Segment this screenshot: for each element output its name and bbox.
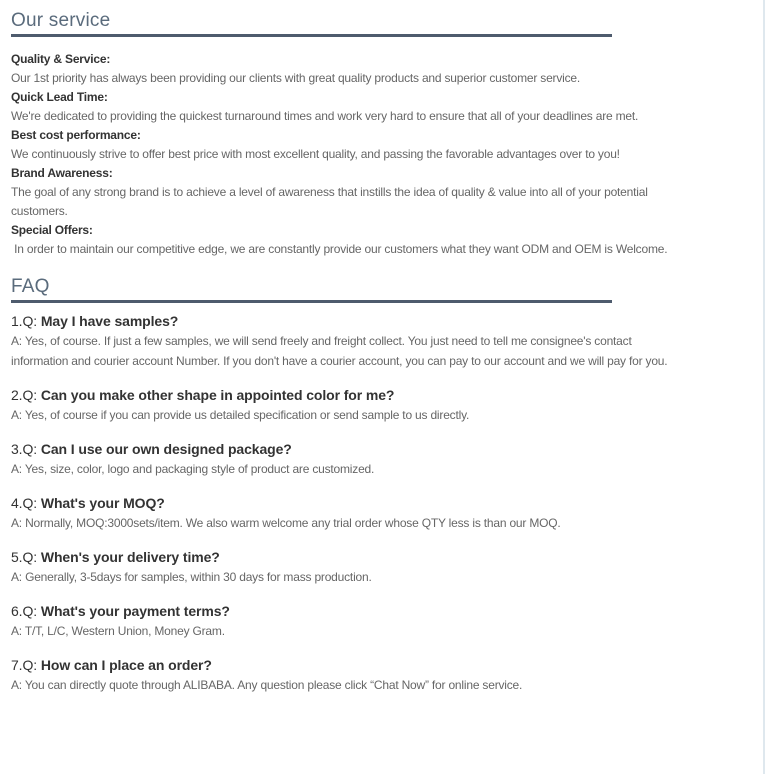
faq-answer: A: T/T, L/C, Western Union, Money Gram.: [11, 624, 225, 638]
faq-divider: [11, 300, 612, 303]
faq-question-text: May I have samples?: [40, 313, 179, 329]
faq-answer: A: You can directly quote through ALIBABA. Any question please click “Chat Now” for online service.: [11, 678, 523, 692]
faq-question: [11, 493, 671, 513]
service-item-text: We continuously strive to offer best price with most excellent quality, and passing the favorable advantages over to you!: [11, 147, 620, 161]
service-item-label: Best cost performance:: [11, 128, 141, 142]
service-item-text: In order to maintain our competitive edge, we are constantly provide our customers what they want ODM and OEM is Welcome.: [11, 242, 668, 256]
our-service-body: [11, 50, 671, 259]
faq-question: [11, 601, 671, 621]
faq-item: [11, 439, 671, 479]
faq-question-text: When's your delivery time?: [40, 549, 220, 565]
faq-question: [11, 547, 671, 567]
faq-question-number: 5.Q:: [11, 549, 38, 565]
page-right-border: [763, 0, 765, 774]
faq-item: [11, 385, 671, 425]
faq-question-number: 6.Q:: [11, 603, 38, 619]
our-service-divider: [11, 34, 612, 37]
our-service-title: Our service: [11, 10, 111, 31]
faq-question-number: 7.Q:: [11, 657, 38, 673]
section-our-service: [11, 10, 680, 259]
service-item-text: The goal of any strong brand is to achieve a level of awareness that instills the idea of quality & value into all of your potential customers.: [11, 185, 651, 218]
section-faq: [11, 276, 680, 695]
faq-question-text: What's your MOQ?: [40, 495, 165, 511]
service-item-label: Quick Lead Time:: [11, 90, 108, 104]
faq-body: [11, 311, 671, 695]
faq-question-text: How can I place an order?: [40, 657, 212, 673]
faq-question-text: What's your payment terms?: [40, 603, 230, 619]
service-item-label: Quality & Service:: [11, 52, 111, 66]
service-item-label: Special Offers:: [11, 223, 93, 237]
faq-question-text: Can I use our own designed package?: [40, 441, 292, 457]
faq-question: [11, 385, 671, 405]
faq-question-number: 1.Q:: [11, 313, 38, 329]
service-item-label: Brand Awareness:: [11, 166, 113, 180]
faq-question: [11, 311, 671, 331]
faq-answer: A: Normally, MOQ:3000sets/item. We also warm welcome any trial order whose QTY less is than our MOQ.: [11, 516, 561, 530]
service-item-text: Our 1st priority has always been providing our clients with great quality products and superior customer service.: [11, 71, 581, 85]
faq-answer: A: Yes, of course if you can provide us detailed specification or send sample to us directly.: [11, 408, 470, 422]
service-item-text: We're dedicated to providing the quickest turnaround times and work very hard to ensure that all of your deadlines are met.: [11, 109, 639, 123]
faq-question-text: Can you make other shape in appointed color for me?: [40, 387, 395, 403]
faq-item: [11, 655, 671, 695]
faq-item: [11, 547, 671, 587]
faq-question: [11, 655, 671, 675]
faq-question-number: 4.Q:: [11, 495, 38, 511]
faq-title: FAQ: [11, 276, 50, 297]
faq-answer: A: Generally, 3-5days for samples, within 30 days for mass production.: [11, 570, 372, 584]
faq-item: [11, 311, 671, 371]
faq-question-number: 2.Q:: [11, 387, 38, 403]
faq-question-number: 3.Q:: [11, 441, 38, 457]
faq-item: [11, 601, 671, 641]
faq-item: [11, 493, 671, 533]
faq-question: [11, 439, 671, 459]
faq-answer: A: Yes, of course. If just a few samples, we will send freely and freight collect. You just need to tell me consignee's contact information and courier account Number. If you don't have a courier account, you can pay to our account and we will pay for you.: [11, 334, 668, 368]
faq-answer: A: Yes, size, color, logo and packaging style of product are customized.: [11, 462, 375, 476]
